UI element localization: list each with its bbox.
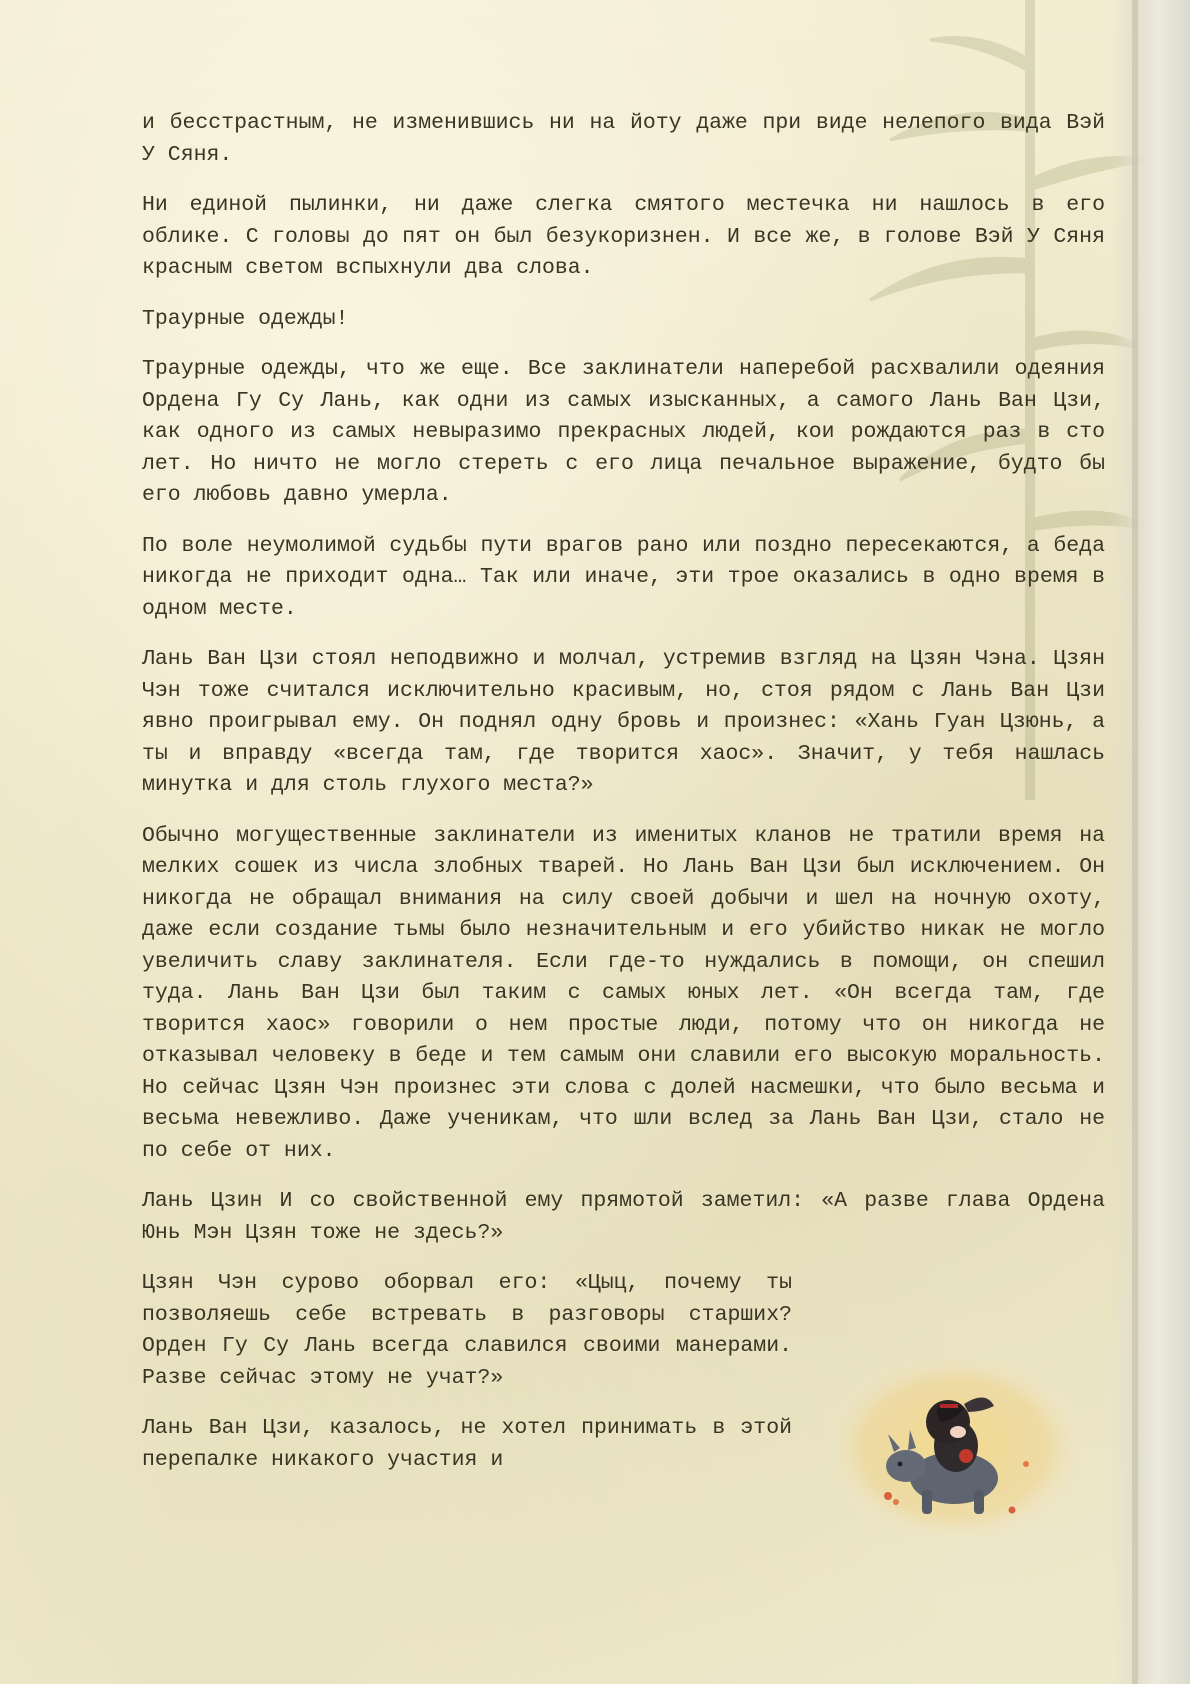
chibi-character-illustration-icon bbox=[836, 1360, 1074, 1536]
paragraph: Обычно могущественные заклинатели из именитых кланов не тратили время на мелких сошек из числа злобных тварей. Но Лань Ван Цзи был исключением. Он никогда не обращал внимания на силу своей добычи и шел на ночную охоту, даже если создание тьмы было незначительным и его убийство никак не могло увеличить славу заклинателя. Если где-то нуждались в помощи, он спешил туда. Лань Ван Цзи был таким с самых юных лет. «Он всегда там, где творится хаос» говорили о нем простые люди, потому что он никогда не отказывал человеку в беде и тем самым они славили его высокую моральность. Но сейчас Цзян Чэн произнес эти слова с долей насмешки, что было весьма и весьма невежливо. Даже ученикам, что шли вслед за Лань Ван Цзи, стало не по себе от них. bbox=[142, 823, 1105, 1163]
paragraph: Цзян Чэн сурово оборвал его: «Цыц, почему ты позволяешь себе встревать в разговоры старших? Орден Гу Су Лань всегда славился своими манерами. Разве сейчас этому не учат?» bbox=[142, 1271, 792, 1390]
paragraph: Ни единой пылинки, ни даже слегка смятого местечка ни нашлось в его облике. С головы до пят он был безукоризнен. И все же, в голове Вэй У Сяня красным светом вспыхнули два слова. bbox=[142, 193, 1105, 280]
paragraph: Лань Ван Цзи стоял неподвижно и молчал, устремив взгляд на Цзян Чэна. Цзян Чэн тоже считался исключительно красивым, но, стоя рядом с Лань Ван Цзи явно проигрывал ему. Он поднял одну бровь и произнес: «Хань Гуан Цзюнь, а ты и вправду «всегда там, где творится хаос». Значит, у тебя нашлась минутка и для столь глухого места?» bbox=[142, 647, 1105, 797]
body-text bbox=[142, 108, 1105, 1495]
paragraph: Траурные одежды! bbox=[142, 306, 349, 331]
paragraph: По воле неумолимой судьбы пути врагов рано или поздно пересекаются, а беда никогда не приходит одна… Так или иначе, эти трое оказались в одно время в одном месте. bbox=[142, 533, 1105, 621]
paragraph: Лань Цзин И со свойственной ему прямотой заметил: «А разве глава Ордена Юнь Мэн Цзян тоже не здесь?» bbox=[142, 1189, 1105, 1245]
page-edge-strip bbox=[1110, 0, 1190, 1684]
paragraph: Лань Ван Цзи, казалось, не хотел принимать в этой перепалке никакого участия и bbox=[142, 1416, 792, 1472]
paragraph: и бесстрастным, не изменившись ни на йоту даже при виде нелепого вида Вэй У Сяня. bbox=[142, 111, 1105, 167]
paragraph: Траурные одежды, что же еще. Все заклинатели наперебой расхвалили одеяния Ордена Гу Су Лань, как одни из самых изысканных, а самого Лань Ван Цзи, как одного из самых невыразимо прекрасных людей, кои рождаются раз в сто лет. Но ничто не могло стереть с его лица печальное выражение, будто бы его любовь давно умерла. bbox=[142, 357, 1105, 507]
